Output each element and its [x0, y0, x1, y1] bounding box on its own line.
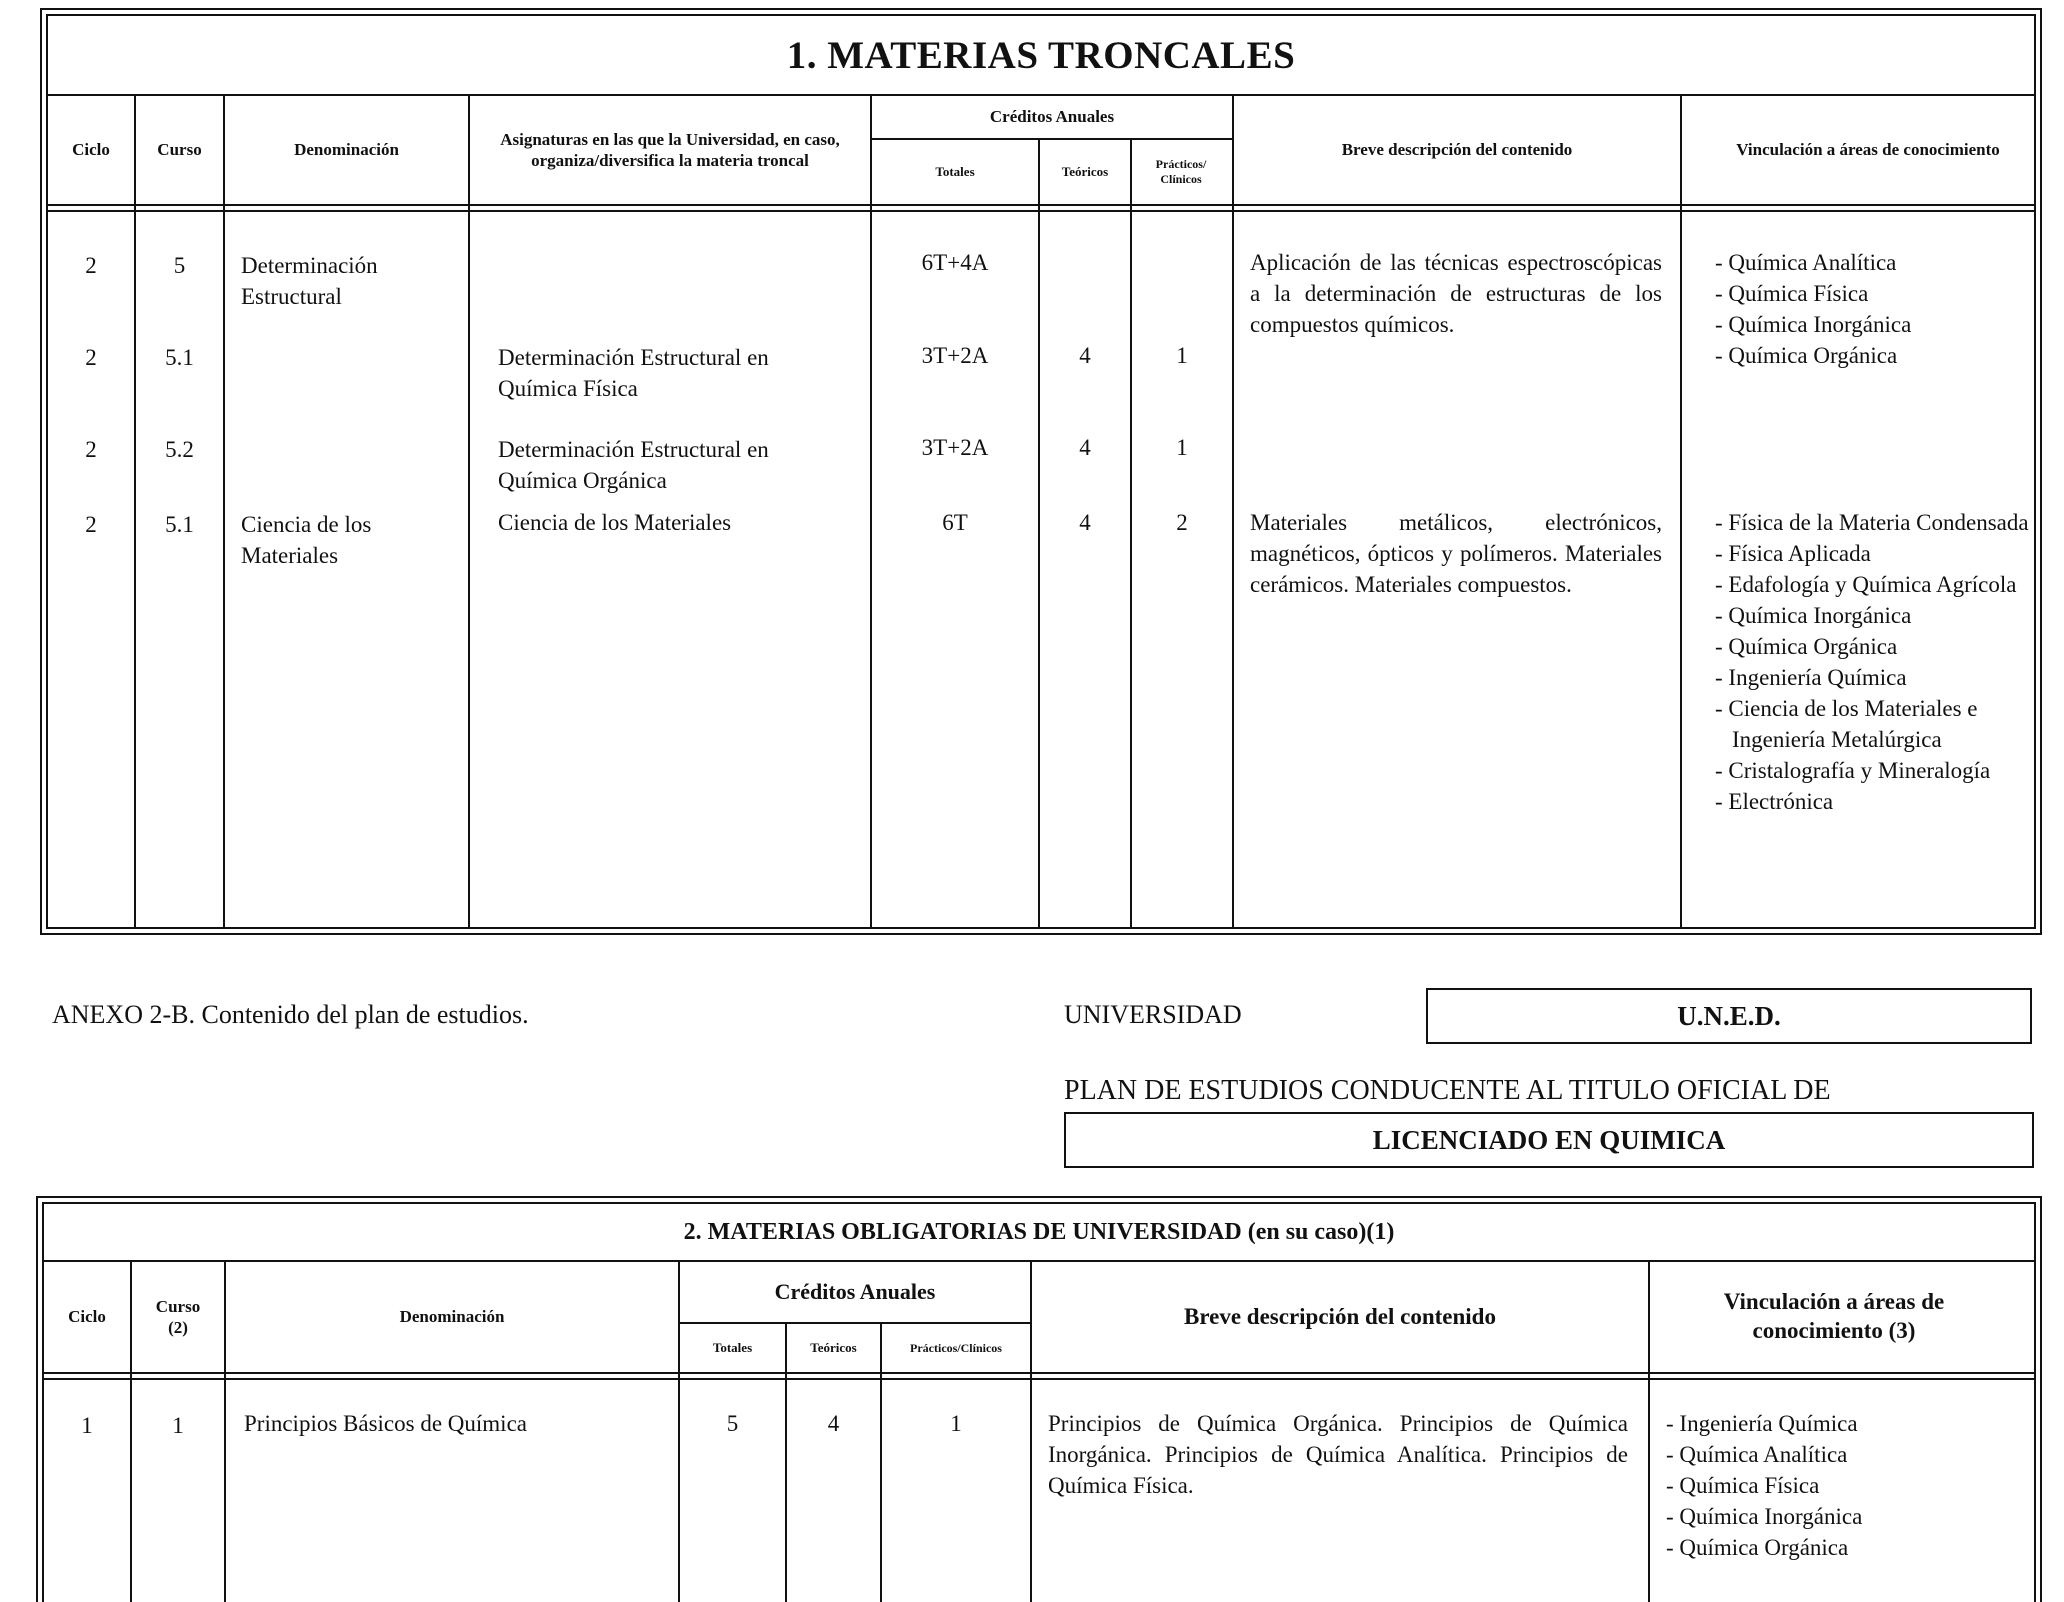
- universidad-label: UNIVERSIDAD: [1064, 1000, 1242, 1029]
- plan-label: PLAN DE ESTUDIOS CONDUCENTE AL TITULO OFICIAL DE: [1064, 1075, 1831, 1106]
- header2-ciclo: Ciclo: [68, 1307, 106, 1327]
- header-practicos: Prácticos/ Clínicos: [1155, 157, 1207, 186]
- header-vinculacion: Vinculación a áreas de conocimiento: [1736, 140, 2000, 160]
- row2-1-areas: [1666, 1408, 1996, 1563]
- area-item: - Química Analítica: [1715, 250, 1897, 275]
- area-item: - Ingeniería Química: [1666, 1411, 1858, 1436]
- row4-practicos: 2: [1176, 510, 1188, 535]
- header2-vinculacion: Vinculación a áreas de conocimiento (3): [1723, 1289, 1945, 1343]
- row2-1-practicos: 1: [950, 1411, 962, 1436]
- row4-ciclo: 2: [85, 512, 97, 537]
- area-item: - Química Inorgánica: [1666, 1504, 1863, 1529]
- header2-descripcion: Breve descripción del contenido: [1184, 1303, 1496, 1329]
- obligatorias-title: 2. MATERIAS OBLIGATORIAS DE UNIVERSIDAD (en su caso)(1): [44, 1204, 2034, 1262]
- row4-totales: 6T: [942, 510, 968, 535]
- row2-1-curso: 1: [172, 1413, 184, 1438]
- row4-asignatura: Ciencia de los Materiales: [498, 510, 732, 535]
- header2-totales: Totales: [712, 1339, 753, 1355]
- obligatorias-table: [42, 1202, 2036, 1602]
- row3-asignatura: Determinación Estructural en Química Orgánica: [498, 437, 769, 493]
- header-descripcion: Breve descripción del contenido: [1341, 140, 1573, 160]
- area-item: - Electrónica: [1715, 789, 1834, 814]
- universidad-box: U.N.E.D.: [1426, 988, 2032, 1044]
- row4-curso: 5.1: [165, 512, 194, 537]
- header2-denominacion: Denominación: [399, 1307, 505, 1327]
- area-item: - Química Inorgánica: [1715, 312, 1912, 337]
- area-item: - Química Orgánica: [1715, 343, 1898, 368]
- area-item: - Física de la Materia Condensada: [1715, 510, 2029, 535]
- area-item: - Cristalografía y Mineralogía: [1715, 758, 1991, 783]
- row3-curso: 5.2: [165, 437, 194, 462]
- header2-practicos: Prácticos/Clínicos: [910, 1340, 1002, 1355]
- area-item: - Ciencia de los Materiales e Ingeniería Metalúrgica: [1715, 696, 1978, 752]
- row2-totales: 3T+2A: [921, 343, 989, 368]
- annex-label: ANEXO 2-B. Contenido del plan de estudios.: [52, 1000, 529, 1029]
- row3-ciclo: 2: [85, 437, 97, 462]
- header-curso: Curso: [157, 140, 202, 160]
- header2-teoricos: Teóricos: [810, 1339, 857, 1355]
- area-item: - Química Física: [1666, 1473, 1820, 1498]
- header-asignaturas: Asignaturas en las que la Universidad, en caso, organiza/diversifica la materia troncal: [500, 129, 840, 170]
- row1-totales: 6T+4A: [921, 250, 989, 275]
- row1-curso: 5: [173, 253, 186, 278]
- area-item: - Edafología y Química Agrícola: [1715, 572, 2017, 597]
- row1-descripcion: Aplicación de las técnicas espectroscópicas a la determinación de estructuras de los compuestos químicos.: [1250, 250, 1662, 337]
- troncales-title: 1. MATERIAS TRONCALES: [48, 16, 2034, 96]
- row2-ciclo: 2: [85, 345, 97, 370]
- row4-denominacion: Ciencia de los Materiales: [241, 512, 372, 568]
- row2-practicos: 1: [1176, 343, 1188, 368]
- header2-creditos: Créditos Anuales: [774, 1279, 936, 1305]
- header-teoricos: Teóricos: [1061, 163, 1109, 179]
- row2-1-descripcion: Principios de Química Orgánica. Principios de Química Inorgánica. Principios de Química Analítica. Principios de Química Física.: [1048, 1411, 1628, 1498]
- row2-1-denominacion: Principios Básicos de Química: [244, 1411, 527, 1436]
- row2-teoricos: 4: [1079, 343, 1091, 368]
- row4-teoricos: 4: [1079, 510, 1091, 535]
- row1-areas: [1715, 247, 2025, 371]
- header-totales: Totales: [935, 163, 975, 179]
- area-item: - Física Aplicada: [1715, 541, 1871, 566]
- area-item: - Química Orgánica: [1715, 634, 1898, 659]
- row1-ciclo: 2: [85, 253, 97, 278]
- area-item: - Ingeniería Química: [1715, 665, 1907, 690]
- header2-curso: Curso (2): [155, 1296, 201, 1337]
- header-denominacion: Denominación: [294, 140, 399, 160]
- troncales-table: [46, 14, 2036, 929]
- row3-teoricos: 4: [1079, 435, 1091, 460]
- row1-denominacion: Determinación Estructural: [241, 253, 378, 309]
- area-item: - Química Física: [1715, 281, 1869, 306]
- area-item: - Química Inorgánica: [1715, 603, 1912, 628]
- row3-totales: 3T+2A: [921, 435, 989, 460]
- row2-1-ciclo: 1: [81, 1413, 93, 1438]
- row2-1-teoricos: 4: [827, 1411, 840, 1436]
- titulo-box: LICENCIADO EN QUIMICA: [1064, 1112, 2034, 1168]
- row3-practicos: 1: [1176, 435, 1188, 460]
- header-creditos: Créditos Anuales: [989, 107, 1115, 127]
- header-ciclo: Ciclo: [72, 140, 110, 160]
- row2-1-totales: 5: [726, 1411, 739, 1436]
- area-item: - Química Analítica: [1666, 1442, 1848, 1467]
- row4-descripcion: Materiales metálicos, electrónicos, magnéticos, ópticos y polímeros. Materiales cerámicos. Materiales compuestos.: [1250, 510, 1662, 597]
- row2-asignatura: Determinación Estructural en Química Física: [498, 345, 769, 401]
- area-item: - Química Orgánica: [1666, 1535, 1849, 1560]
- row4-areas: [1715, 507, 2030, 817]
- row2-curso: 5.1: [165, 345, 194, 370]
